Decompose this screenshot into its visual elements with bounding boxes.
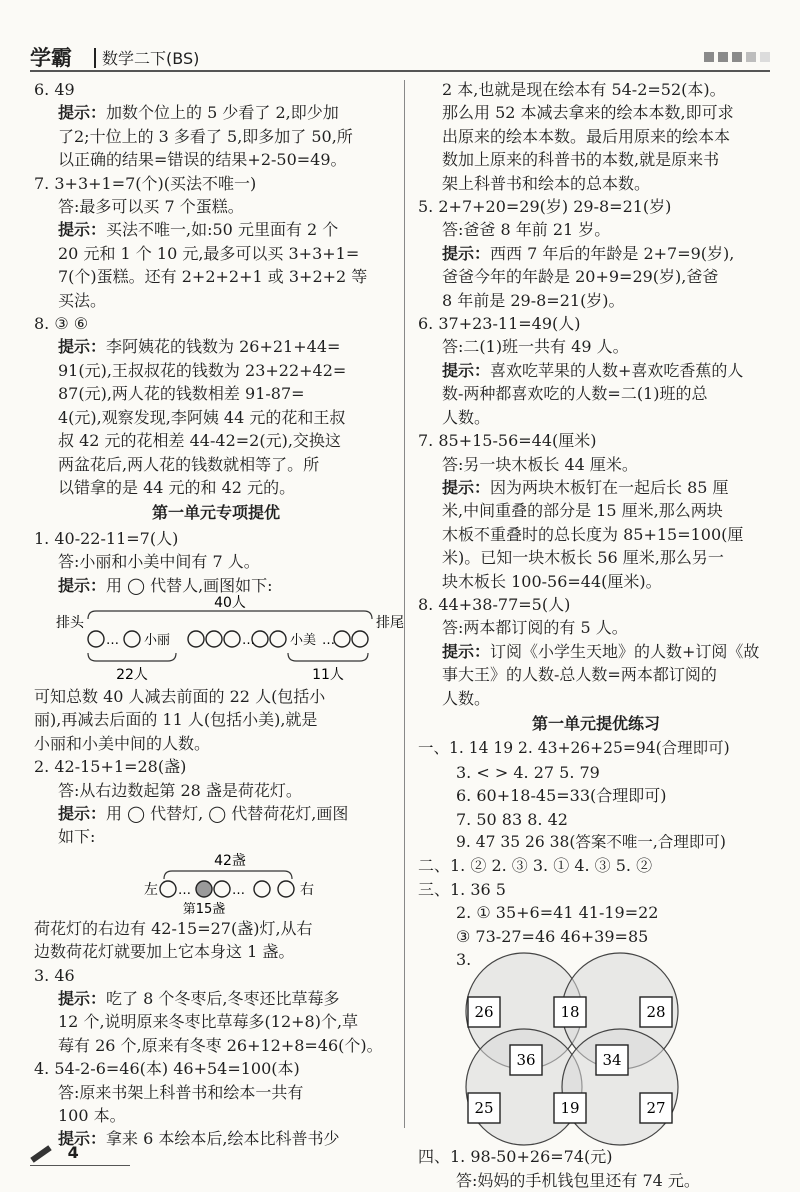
text-line: 7. 50 83 8. 42	[456, 809, 568, 829]
text-line: 答:从右边数起第 28 盏是荷花灯。	[58, 780, 302, 800]
person-circle	[270, 631, 286, 647]
lotus-lamp-circle	[196, 881, 212, 897]
front-count-label: 22人	[116, 666, 148, 683]
back-count-label: 11人	[312, 666, 344, 683]
text-line: 那么用 52 本减去拿来的绘本本数,即可求	[442, 103, 734, 123]
text-line: 以正确的结果=错误的结果+2-50=49。	[58, 150, 347, 170]
text-line: 如下:	[58, 827, 96, 847]
text-line: 荷花灯的右边有 42-15=27(盏)灯,从右	[34, 918, 313, 938]
text-line: 8 年前是 29-8=21(岁)。	[442, 290, 625, 310]
tail-label: 排尾	[376, 614, 404, 631]
hint-line: 提示：订阅《小学生天地》的人数+订阅《故	[442, 641, 760, 661]
lamp-circle	[278, 881, 294, 897]
box-value: 19	[560, 1099, 580, 1118]
text-line: 4(元),观察发现,李阿姨 44 元的花和王叔	[58, 407, 346, 427]
person-circle	[124, 631, 140, 647]
text-line: 8. 44+38-77=5(人)	[418, 594, 571, 614]
text-line: 2. ① 35+6=41 41-19=22	[456, 903, 659, 923]
page-footer	[30, 1143, 79, 1162]
circle-box-svg	[442, 949, 742, 1145]
text-line: 二、1. ② 2. ③ 3. ① 4. ③ 5. ②	[418, 856, 653, 876]
hint-line: 提示：喜欢吃苹果的人数+喜欢吃香蕉的人	[442, 360, 744, 380]
head-label: 排头	[56, 614, 84, 631]
text-line: 6. 49	[34, 80, 75, 99]
circle-box-diagram	[442, 949, 774, 1145]
text-line: 四、1. 98-50+26=74(元)	[418, 1147, 613, 1167]
text-line: 木板不重叠时的总长度为 85+15=100(厘	[442, 524, 744, 544]
column-divider	[404, 80, 405, 1128]
box-value: 27	[646, 1099, 666, 1118]
hint-line: 提示：西西 7 年后的年龄是 2+7=9(岁),	[442, 243, 735, 263]
hint-line: 提示：因为两块木板钉在一起后长 85 厘	[442, 477, 729, 497]
footer-rule	[30, 1165, 130, 1166]
text-line: 事大王》的人数-总人数=两本都订阅的	[442, 665, 717, 685]
box-value: 36	[516, 1051, 536, 1070]
text-line: 答:爸爸 8 年前 21 岁。	[442, 220, 611, 240]
dots: …	[178, 882, 191, 898]
text-line: 答:妈妈的手机钱包里还有 74 元。	[456, 1170, 700, 1190]
text-line: 1. 40-22-11=7(人)	[34, 528, 179, 548]
dots: …	[232, 882, 245, 898]
person-circle	[206, 631, 222, 647]
queue-diagram	[34, 594, 404, 685]
text-line: 答:最多可以买 7 个蛋糕。	[58, 197, 244, 217]
text-line: 3. < > 4. 27 5. 79	[456, 762, 600, 782]
header-rule	[30, 70, 770, 72]
text-line: 7. 3+3+1=7(个)(买法不唯一)	[34, 173, 257, 193]
text-line: 5. 2+7+20=29(岁) 29-8=21(岁)	[418, 197, 672, 217]
text-line: 4. 54-2-6=46(本) 46+54=100(本)	[34, 1059, 300, 1079]
hint-line: 提示：用 ◯ 代替灯, ◯ 代替荷花灯,画图	[58, 803, 349, 823]
hint-line: 提示：吃了 8 个冬枣后,冬枣还比草莓多	[58, 989, 340, 1008]
person-circle	[188, 631, 204, 647]
text-line: 边数荷花灯就要加上它本身这 1 盏。	[34, 942, 295, 962]
right-column	[418, 78, 774, 1192]
right-label: 右	[300, 881, 314, 898]
text-line: 9. 47 35 26 38(答案不唯一,合理即可)	[456, 833, 726, 851]
text-line: 91(元),王叔叔花的钱数为 23+22+42=	[58, 360, 347, 380]
subject-label: 数学二下(BS)	[102, 49, 200, 68]
section-title: 第一单元专项提优	[151, 503, 280, 523]
text-line: 一、1. 14 19 2. 43+26+25=94(合理即可)	[418, 739, 730, 758]
text-line: 7. 85+15-56=44(厘米)	[418, 431, 597, 451]
text-line: 2 本,也就是现在绘本有 54-2=52(本)。	[442, 80, 726, 99]
text-line: 2. 42-15+1=28(盏)	[34, 757, 187, 777]
dots: …	[242, 632, 255, 648]
text-line: 答:两本都订阅的有 5 人。	[442, 618, 628, 638]
lamp-circle	[160, 881, 176, 897]
xiaoli-label: 小丽	[144, 632, 171, 648]
text-line: 米)。已知一块木板长 56 厘米,那么另一	[442, 548, 724, 568]
text-line: 答:另一块木板长 44 厘米。	[442, 454, 638, 474]
box-value: 34	[602, 1051, 622, 1070]
text-line: 答:原来书架上科普书和绘本一共有	[58, 1082, 304, 1102]
box-value: 28	[646, 1003, 666, 1022]
left-label: 左	[144, 881, 158, 898]
queue-diagram-svg	[34, 594, 404, 685]
text-line: 三、1. 36 5	[418, 879, 506, 899]
text-line: 爸爸今年的年龄是 20+9=29(岁),爸爸	[442, 267, 719, 287]
lamp-15-label: 第15盏	[182, 901, 226, 917]
text-line: 7(个)蛋糕。还有 2+2+2+1 或 3+2+2 等	[58, 267, 368, 287]
text-line: 12 个,说明原来冬枣比草莓多(12+8)个,草	[58, 1012, 359, 1032]
text-line: 20 元和 1 个 10 元,最多可以买 3+3+1=	[58, 243, 360, 263]
text-line: 答:小丽和小美中间有 7 人。	[58, 552, 260, 572]
text-line: 架上科普书和绘本的总本数。	[442, 173, 651, 193]
person-circle	[88, 631, 104, 647]
box-value: 26	[474, 1003, 494, 1022]
text-line: 8. ③ ⑥	[34, 314, 89, 334]
text-line: 数加上原来的科普书的本数,就是原来书	[442, 150, 720, 170]
text-line: 87(元),两人花的钱数相差 91-87=	[58, 384, 305, 404]
text-line: 可知总数 40 人减去前面的 22 人(包括小	[34, 686, 326, 706]
text-line: 数-两种都喜欢吃的人数=二(1)班的总	[442, 384, 708, 404]
text-line: 米,中间重叠的部分是 15 厘米,那么两块	[442, 501, 723, 521]
total-label: 40人	[214, 594, 246, 611]
header-separator	[94, 48, 96, 68]
lantern-diagram-svg	[34, 849, 398, 917]
text-line: 以错拿的是 44 元的和 42 元的。	[58, 477, 296, 497]
lantern-diagram	[34, 849, 398, 917]
text-line: 了2;十位上的 3 多看了 5,即多加了 50,所	[58, 126, 353, 146]
text-line: 100 本。	[58, 1106, 126, 1126]
text-line: 人数。	[442, 688, 491, 708]
hint-line: 提示：李阿姨花的钱数为 26+21+44=	[58, 337, 341, 357]
text-line: 6. 37+23-11=49(人)	[418, 314, 581, 334]
hint-line: 提示：买法不唯一,如:50 元里面有 2 个	[58, 220, 339, 240]
text-line: 莓有 26 个,原来有冬枣 26+12+8=46(个)。	[58, 1035, 383, 1055]
person-circle	[352, 631, 368, 647]
box-value: 18	[560, 1003, 580, 1022]
text-line: 答:二(1)班一共有 49 人。	[442, 337, 629, 357]
text-line: 3.	[456, 950, 472, 970]
person-circle	[224, 631, 240, 647]
lamp-circle	[214, 881, 230, 897]
lantern-total-label: 42盏	[214, 852, 246, 869]
hint-line: 提示：加数个位上的 5 少看了 2,即少加	[58, 103, 339, 123]
box-value: 25	[474, 1099, 494, 1118]
xiaomei-label: 小美	[290, 632, 317, 648]
text-line: 丽),再减去后面的 11 人(包括小美),就是	[34, 710, 318, 730]
brand-logo: 学霸	[30, 46, 72, 70]
text-line: 买法。	[58, 290, 107, 310]
text-line: 3. 46	[34, 965, 75, 985]
dots: …	[106, 632, 119, 648]
text-line: ③ 73-27=46 46+39=85	[456, 926, 649, 946]
text-line: 6. 60+18-45=33(合理即可)	[456, 786, 667, 806]
page-header	[30, 38, 770, 74]
text-line: 叔 42 元的花相差 44-42=2(元),交换这	[58, 431, 341, 451]
text-line: 块木板长 100-56=44(厘米)。	[442, 571, 662, 591]
page-number: 4	[67, 1143, 79, 1162]
left-column	[34, 78, 404, 1151]
text-line: 人数。	[442, 407, 491, 427]
text-line: 两盆花后,两人花的钱数就相等了。所	[58, 454, 320, 474]
person-circle	[334, 631, 350, 647]
lamp-circle	[254, 881, 270, 897]
dots: …	[322, 632, 335, 648]
pencil-icon	[30, 1145, 51, 1163]
section-title: 第一单元提优练习	[531, 713, 660, 733]
hint-line: 提示：用 ◯ 代替人,画图如下:	[58, 575, 273, 595]
text-line: 出原来的绘本本数。最后用原来的绘本本	[442, 126, 731, 146]
hint-line: 提示：拿来 6 本绘本后,绘本比科普书少	[58, 1129, 340, 1149]
decorative-squares	[704, 52, 770, 62]
text-line: 小丽和小美中间的人数。	[34, 733, 211, 753]
